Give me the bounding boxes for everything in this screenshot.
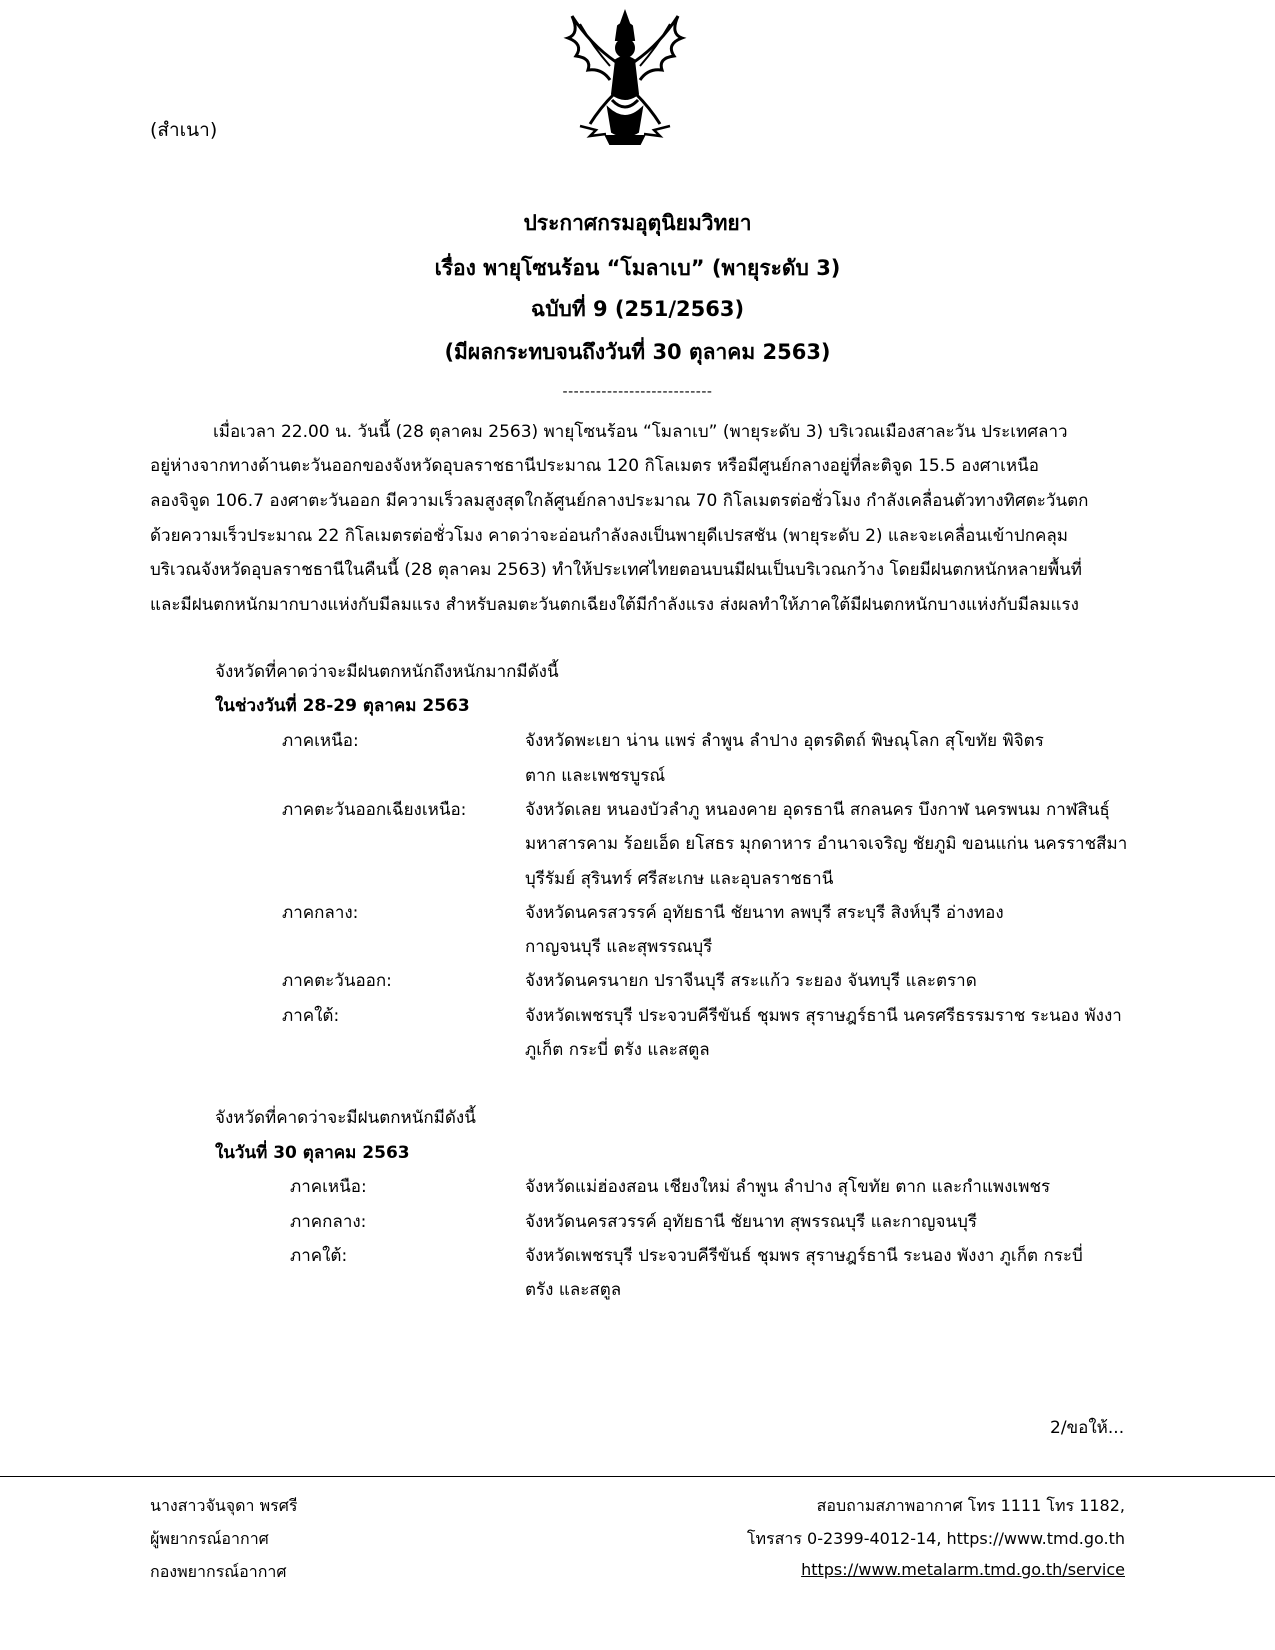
province-list: ตาก และเพชรบูรณ์ <box>525 766 666 786</box>
body-line: และมีฝนตกหนักมากบางแห่งกับมีลมแรง สำหรับลมตะวันตกเฉียงใต้มีกำลังแรง ส่งผลทำให้ภาคใต้มีฝนตกหนักบางแห่งกับมีลมแรง <box>150 595 1079 615</box>
region-label-south: ภาคใต้: <box>282 1006 340 1026</box>
copy-label: (สำเนา) <box>150 119 218 141</box>
province-list: บุรีรัมย์ สุรินทร์ ศรีสะเกษ และอุบลราชธานี <box>525 869 834 889</box>
region-label-south: ภาคใต้: <box>290 1246 348 1266</box>
province-list: จังหวัดเพชรบุรี ประจวบคีรีขันธ์ ชุมพร สุราษฎร์ธานี ระนอง พังงา ภูเก็ต กระบี่ <box>525 1246 1083 1266</box>
forecaster-division: กองพยากรณ์อากาศ <box>150 1562 287 1581</box>
province-list: จังหวัดนครสวรรค์ อุทัยธานี ชัยนาท ลพบุรี สระบุรี สิงห์บุรี อ่างทอง <box>525 903 1004 923</box>
body-line: อยู่ห่างจากทางด้านตะวันออกของจังหวัดอุบลราชธานีประมาณ 120 กิโลเมตร หรือมีศูนย์กลางอยู่ที่ละติจูด 15.5 องศาเหนือ <box>150 456 1039 476</box>
province-list: จังหวัดเพชรบุรี ประจวบคีรีขันธ์ ชุมพร สุราษฎร์ธานี นครศรีธรรมราช ระนอง พังงา <box>525 1006 1122 1026</box>
region-label-north: ภาคเหนือ: <box>290 1177 367 1197</box>
announcement-effective: (มีผลกระทบจนถึงวันที่ 30 ตุลาคม 2563) <box>444 340 831 364</box>
section2-period: ในวันที่ 30 ตุลาคม 2563 <box>215 1143 410 1163</box>
page-continuation: 2/ขอให้... <box>1050 1418 1125 1438</box>
region-label-central: ภาคกลาง: <box>290 1212 367 1232</box>
region-label-east: ภาคตะวันออก: <box>282 971 392 991</box>
body-line: ด้วยความเร็วประมาณ 22 กิโลเมตรต่อชั่วโมง คาดว่าจะอ่อนกำลังลงเป็นพายุดีเปรสชัน (พายุระดับ 2) และจะเคลื่อนเข้าปกคลุม <box>150 526 1069 546</box>
announcement-subject: เรื่อง พายุโซนร้อน “โมลาเบ” (พายุระดับ 3) <box>434 256 841 280</box>
province-list: จังหวัดนครสวรรค์ อุทัยธานี ชัยนาท สุพรรณบุรี และกาญจนบุรี <box>525 1212 978 1232</box>
region-label-northeast: ภาคตะวันออกเฉียงเหนือ: <box>282 800 467 820</box>
forecaster-title: ผู้พยากรณ์อากาศ <box>150 1529 269 1548</box>
announcement-title: ประกาศกรมอุตุนิยมวิทยา <box>523 211 752 235</box>
province-list: ตรัง และสตูล <box>525 1280 622 1300</box>
region-label-north: ภาคเหนือ: <box>282 731 359 751</box>
province-list: จังหวัดนครนายก ปราจีนบุรี สระแก้ว ระยอง จันทบุรี และตราด <box>525 971 977 991</box>
body-line: เมื่อเวลา 22.00 น. วันนี้ (28 ตุลาคม 2563) พายุโซนร้อน “โมลาเบ” (พายุระดับ 3) บริเวณเมืองสาละวัน ประเทศลาว <box>213 422 1068 442</box>
forecaster-name: นางสาวจันจุดา พรศรี <box>150 1496 298 1515</box>
province-list: จังหวัดเลย หนองบัวลำภู หนองคาย อุดรธานี สกลนคร บึงกาฬ นครพนม กาฬสินธุ์ <box>525 800 1110 820</box>
province-list: จังหวัดแม่ฮ่องสอน เชียงใหม่ ลำพูน ลำปาง สุโขทัย ตาก และกำแพงเพชร <box>525 1177 1051 1197</box>
garuda-emblem-icon <box>550 4 700 149</box>
contact-fax-web: โทรสาร 0-2399-4012-14, https://www.tmd.go.th <box>746 1529 1125 1548</box>
province-list: มหาสารคาม ร้อยเอ็ด ยโสธร มุกดาหาร อำนาจเจริญ ชัยภูมิ ขอนแก่น นครราชสีมา <box>525 834 1128 854</box>
section1-period: ในช่วงวันที่ 28-29 ตุลาคม 2563 <box>215 696 470 716</box>
body-line: บริเวณจังหวัดอุบลราชธานีในคืนนี้ (28 ตุลาคม 2563) ทำให้ประเทศไทยตอนบนมีฝนเป็นบริเวณกว้าง โดยมีฝนตกหนักหลายพื้นที่ <box>150 560 1082 580</box>
title-separator: --------------------------- <box>562 384 713 400</box>
service-link[interactable]: https://www.metalarm.tmd.go.th/service <box>801 1560 1125 1579</box>
province-list: ภูเก็ต กระบี่ ตรัง และสตูล <box>525 1040 710 1060</box>
footer-divider <box>0 1476 1275 1477</box>
region-label-central: ภาคกลาง: <box>282 903 359 923</box>
announcement-issue: ฉบับที่ 9 (251/2563) <box>530 297 745 321</box>
province-list: กาญจนบุรี และสุพรรณบุรี <box>525 937 713 957</box>
body-line: ลองจิจูด 106.7 องศาตะวันออก มีความเร็วลมสูงสุดใกล้ศูนย์กลางประมาณ 70 กิโลเมตรต่อชั่วโมง กำลังเคลื่อนตัวทางทิศตะวันตก <box>150 491 1089 511</box>
contact-phone: สอบถามสภาพอากาศ โทร 1111 โทร 1182, <box>816 1496 1125 1515</box>
section1-intro: จังหวัดที่คาดว่าจะมีฝนตกหนักถึงหนักมากมีดังนี้ <box>215 662 559 682</box>
province-list: จังหวัดพะเยา น่าน แพร่ ลำพูน ลำปาง อุตรดิตถ์ พิษณุโลก สุโขทัย พิจิตร <box>525 731 1044 751</box>
section2-intro: จังหวัดที่คาดว่าจะมีฝนตกหนักมีดังนี้ <box>215 1108 476 1128</box>
